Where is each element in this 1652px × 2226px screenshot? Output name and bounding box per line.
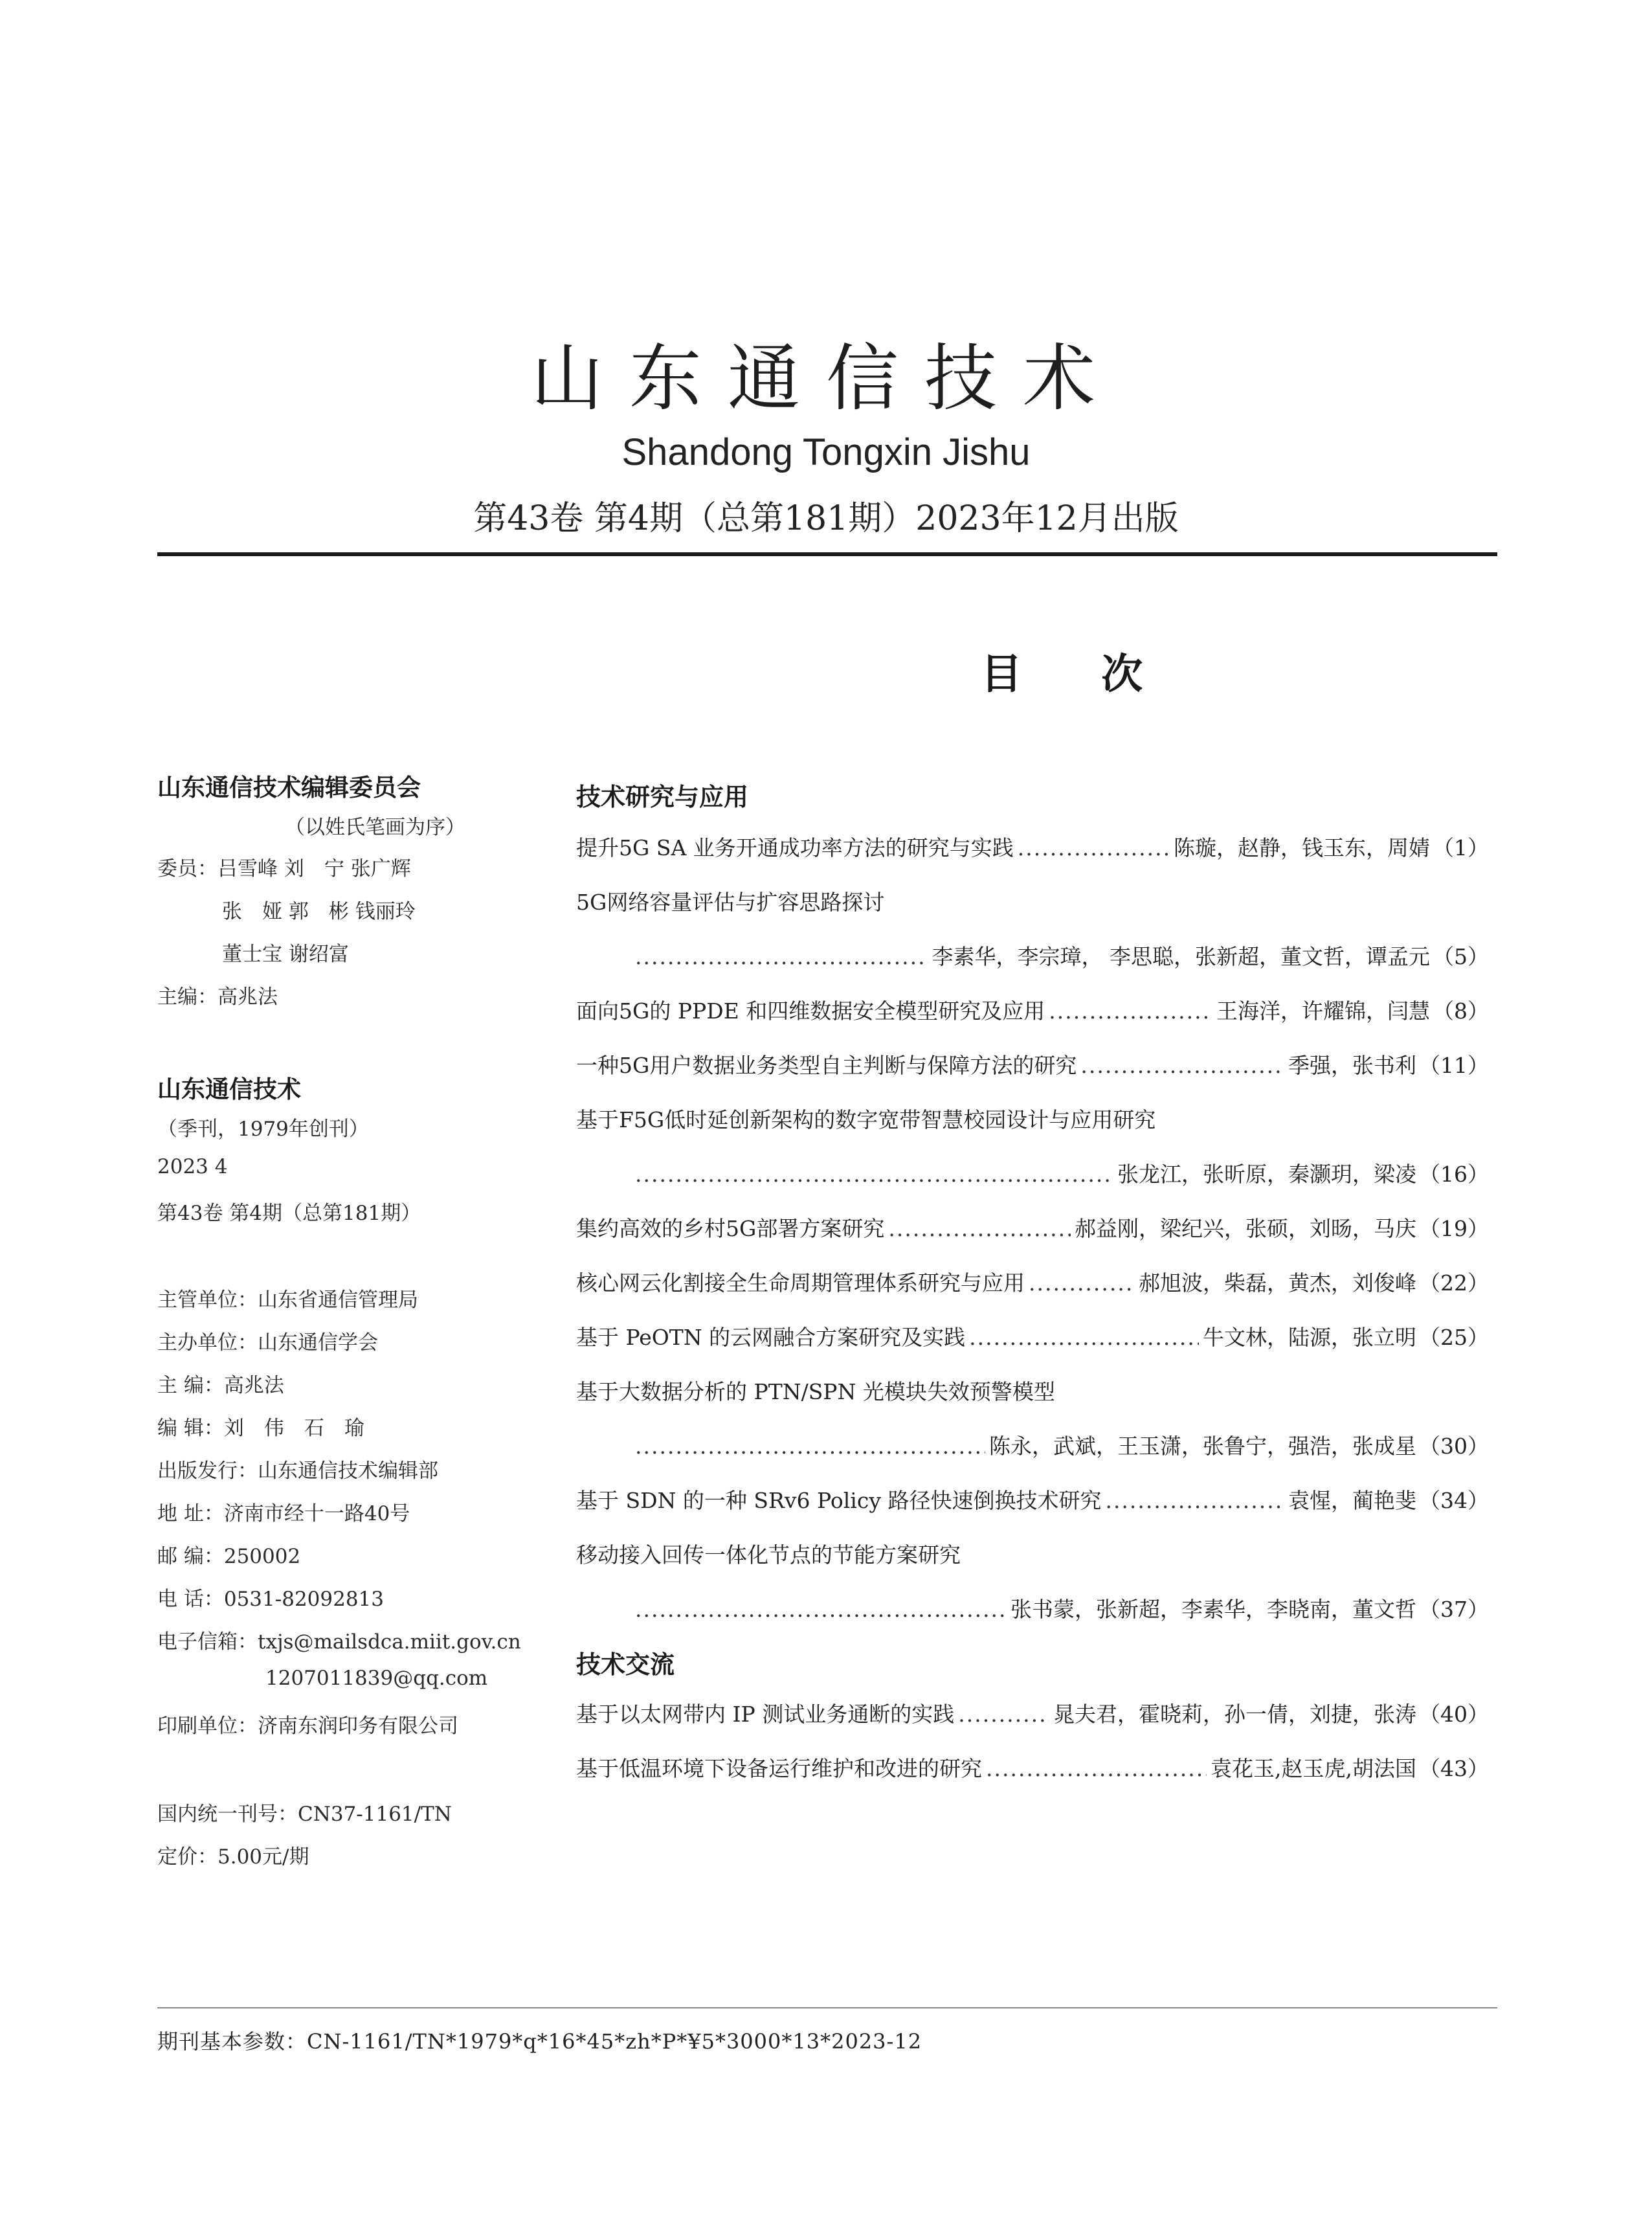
info-email: 电子信箱：txjs@mailsdca.miit.gov.cn — [157, 1630, 521, 1654]
leader-dots — [969, 1325, 1199, 1350]
toc-entry-title: 移动接入回传一体化节点的节能方案研究 — [576, 1542, 961, 1568]
toc-entry-authors: 季强，张书利 — [1288, 1053, 1416, 1078]
price: 定价：5.00元/期 — [157, 1845, 309, 1869]
committee-members-2: 张 娅 郭 彬 钱丽玲 — [222, 900, 416, 923]
toc-entry-title: 基于以太网带内 IP 测试业务通断的实践 — [576, 1702, 955, 1727]
info-supervisor: 主管单位：山东省通信管理局 — [157, 1288, 418, 1312]
toc-entry-page: （1） — [1433, 835, 1489, 860]
leader-dots — [1049, 998, 1212, 1024]
info-publisher: 出版发行：山东通信技术编辑部 — [157, 1459, 438, 1483]
toc-entry-page: （25） — [1419, 1325, 1489, 1350]
leader-dots — [635, 1597, 1007, 1622]
journal-title-side: 山东通信技术 — [157, 1075, 301, 1103]
leader-dots — [1105, 1488, 1284, 1513]
toc-heading: 目 次 — [981, 651, 1176, 699]
info-editors: 编 辑：刘 伟 石 瑜 — [157, 1417, 364, 1440]
toc-entry-page: （40） — [1419, 1702, 1489, 1727]
cn-number: 国内统一刊号：CN37-1161/TN — [157, 1803, 452, 1826]
toc-entry-page: （43） — [1419, 1756, 1489, 1781]
section-tech-research: 技术研究与应用 — [576, 783, 749, 811]
toc-entry — [631, 1430, 1489, 1460]
toc-entry-authors: 陈永，武斌，王玉潇，张鲁宁，强浩，张成星 — [989, 1433, 1416, 1459]
toc-entry — [576, 1752, 1489, 1782]
toc-entry-authors: 晁夫君，霍晓莉，孙一倩，刘捷，张涛 — [1053, 1702, 1416, 1727]
toc-entry-authors: 王海洋，许耀锦，闫慧 — [1216, 998, 1430, 1024]
footer-rule — [157, 2007, 1497, 2008]
toc-entry-title: 基于 PeOTN 的云网融合方案研究及实践 — [576, 1325, 966, 1350]
toc-entry — [576, 995, 1489, 1025]
info-email-2: 1207011839@qq.com — [265, 1667, 488, 1690]
toc-entry-title: 集约高效的乡村5G部署方案研究 — [576, 1216, 885, 1241]
year-issue: 2023 4 — [157, 1155, 228, 1178]
toc-entry-title: 基于F5G低时延创新架构的数字宽带智慧校园设计与应用研究 — [576, 1107, 1156, 1132]
info-postcode: 邮 编：250002 — [157, 1545, 301, 1568]
toc-entry-title: 基于低温环境下设备运行维护和改进的研究 — [576, 1756, 982, 1781]
toc-entry-page: （19） — [1419, 1216, 1489, 1241]
committee-title: 山东通信技术编辑委员会 — [157, 774, 421, 802]
committee-members-3: 董士宝 谢绍富 — [222, 943, 349, 966]
toc-entry — [576, 1049, 1489, 1079]
journal-title-en: Shandong Tongxin Jishu — [621, 431, 1031, 473]
toc-entry-authors: 郝旭波，柴磊，黄杰，刘俊峰 — [1139, 1270, 1416, 1296]
toc-entry — [576, 1212, 1489, 1242]
toc-entry-page: （11） — [1419, 1053, 1489, 1078]
toc-entry — [576, 1266, 1489, 1297]
toc-entry — [576, 1484, 1489, 1514]
volume-info: 第43卷 第4期（总第181期） — [157, 1202, 421, 1225]
leader-dots — [635, 1433, 985, 1459]
toc-entry-title: 基于大数据分析的 PTN/SPN 光模块失效预警模型 — [576, 1379, 1055, 1404]
toc-entry — [576, 831, 1489, 862]
toc-entry-title: 5G网络容量评估与扩容思路探讨 — [576, 890, 885, 915]
leader-dots — [635, 944, 928, 969]
toc-entry-authors: 李素华，李宗璋， 李思聪，张新超，董文哲，谭孟元 — [932, 944, 1430, 969]
toc-entry-authors: 张书蒙，张新超，李素华，李晓南，董文哲 — [1010, 1597, 1416, 1622]
toc-entry — [576, 1698, 1489, 1728]
toc-entry-title: 核心网云化割接全生命周期管理体系研究与应用 — [576, 1270, 1025, 1296]
info-phone: 电 话：0531-82092813 — [157, 1588, 385, 1611]
info-sponsor: 主办单位：山东通信学会 — [157, 1331, 378, 1355]
toc-entry — [576, 1321, 1489, 1351]
toc-entry-page: （37） — [1419, 1597, 1489, 1622]
toc-entry-page: （8） — [1433, 998, 1489, 1024]
toc-entry-page: （34） — [1419, 1488, 1489, 1513]
leader-dots — [1018, 835, 1170, 860]
toc-entry-page: （16） — [1419, 1162, 1489, 1187]
leader-dots — [986, 1756, 1207, 1781]
toc-entry — [631, 1593, 1489, 1623]
section-tech-exchange: 技术交流 — [576, 1650, 675, 1679]
toc-entry-title: 基于 SDN 的一种 SRv6 Policy 路径快速倒换技术研究 — [576, 1488, 1102, 1513]
leader-dots — [1029, 1270, 1135, 1296]
toc-entry — [631, 940, 1489, 971]
chief-editor: 主编：高兆法 — [157, 985, 278, 1009]
toc-entry-authors: 张龙江，张昕原，秦灏玥，梁凌 — [1117, 1162, 1416, 1187]
journal-note: （季刊，1979年创刊） — [157, 1118, 369, 1141]
info-address: 地 址：济南市经十一路40号 — [157, 1502, 410, 1525]
toc-entry-authors: 郝益刚，梁纪兴，张硕，刘旸，马庆 — [1075, 1216, 1416, 1241]
issue-line: 第43卷 第4期（总第181期）2023年12月出版 — [473, 499, 1179, 538]
toc-entry-authors: 袁花玉,赵玉虎,胡法国 — [1211, 1756, 1416, 1781]
leader-dots — [958, 1702, 1049, 1727]
toc-entry-title: 提升5G SA 业务开通成功率方法的研究与实践 — [576, 835, 1014, 860]
leader-dots — [888, 1216, 1071, 1241]
toc-entry-page: （22） — [1419, 1270, 1489, 1296]
committee-members-1: 委员：吕雪峰 刘 宁 张广辉 — [157, 857, 411, 881]
info-printer: 印刷单位：济南东润印务有限公司 — [157, 1714, 458, 1738]
info-chief-editor: 主 编：高兆法 — [157, 1374, 284, 1397]
header-rule — [157, 552, 1497, 556]
toc-entry-page: （30） — [1419, 1433, 1489, 1459]
journal-title-cn: 山东通信技术 — [531, 337, 1121, 421]
leader-dots — [635, 1162, 1113, 1187]
committee-note: （以姓氏笔画为序） — [285, 816, 465, 839]
leader-dots — [1080, 1053, 1284, 1078]
journal-parameters: 期刊基本参数：CN-1161/TN*1979*q*16*45*zh*P*¥5*3000*13*2023-12 — [157, 2029, 922, 2054]
toc-entry-authors: 牛文林，陆源，张立明 — [1203, 1325, 1416, 1350]
toc-entry-title: 面向5G的 PPDE 和四维数据安全模型研究及应用 — [576, 998, 1045, 1024]
toc-entry-authors: 袁惺，蔺艳斐 — [1288, 1488, 1416, 1513]
toc-entry-authors: 陈璇，赵静，钱玉东，周婧 — [1174, 835, 1430, 860]
toc-entry — [631, 1158, 1489, 1188]
toc-entry-title: 一种5G用户数据业务类型自主判断与保障方法的研究 — [576, 1053, 1077, 1078]
toc-entry-page: （5） — [1433, 944, 1489, 969]
